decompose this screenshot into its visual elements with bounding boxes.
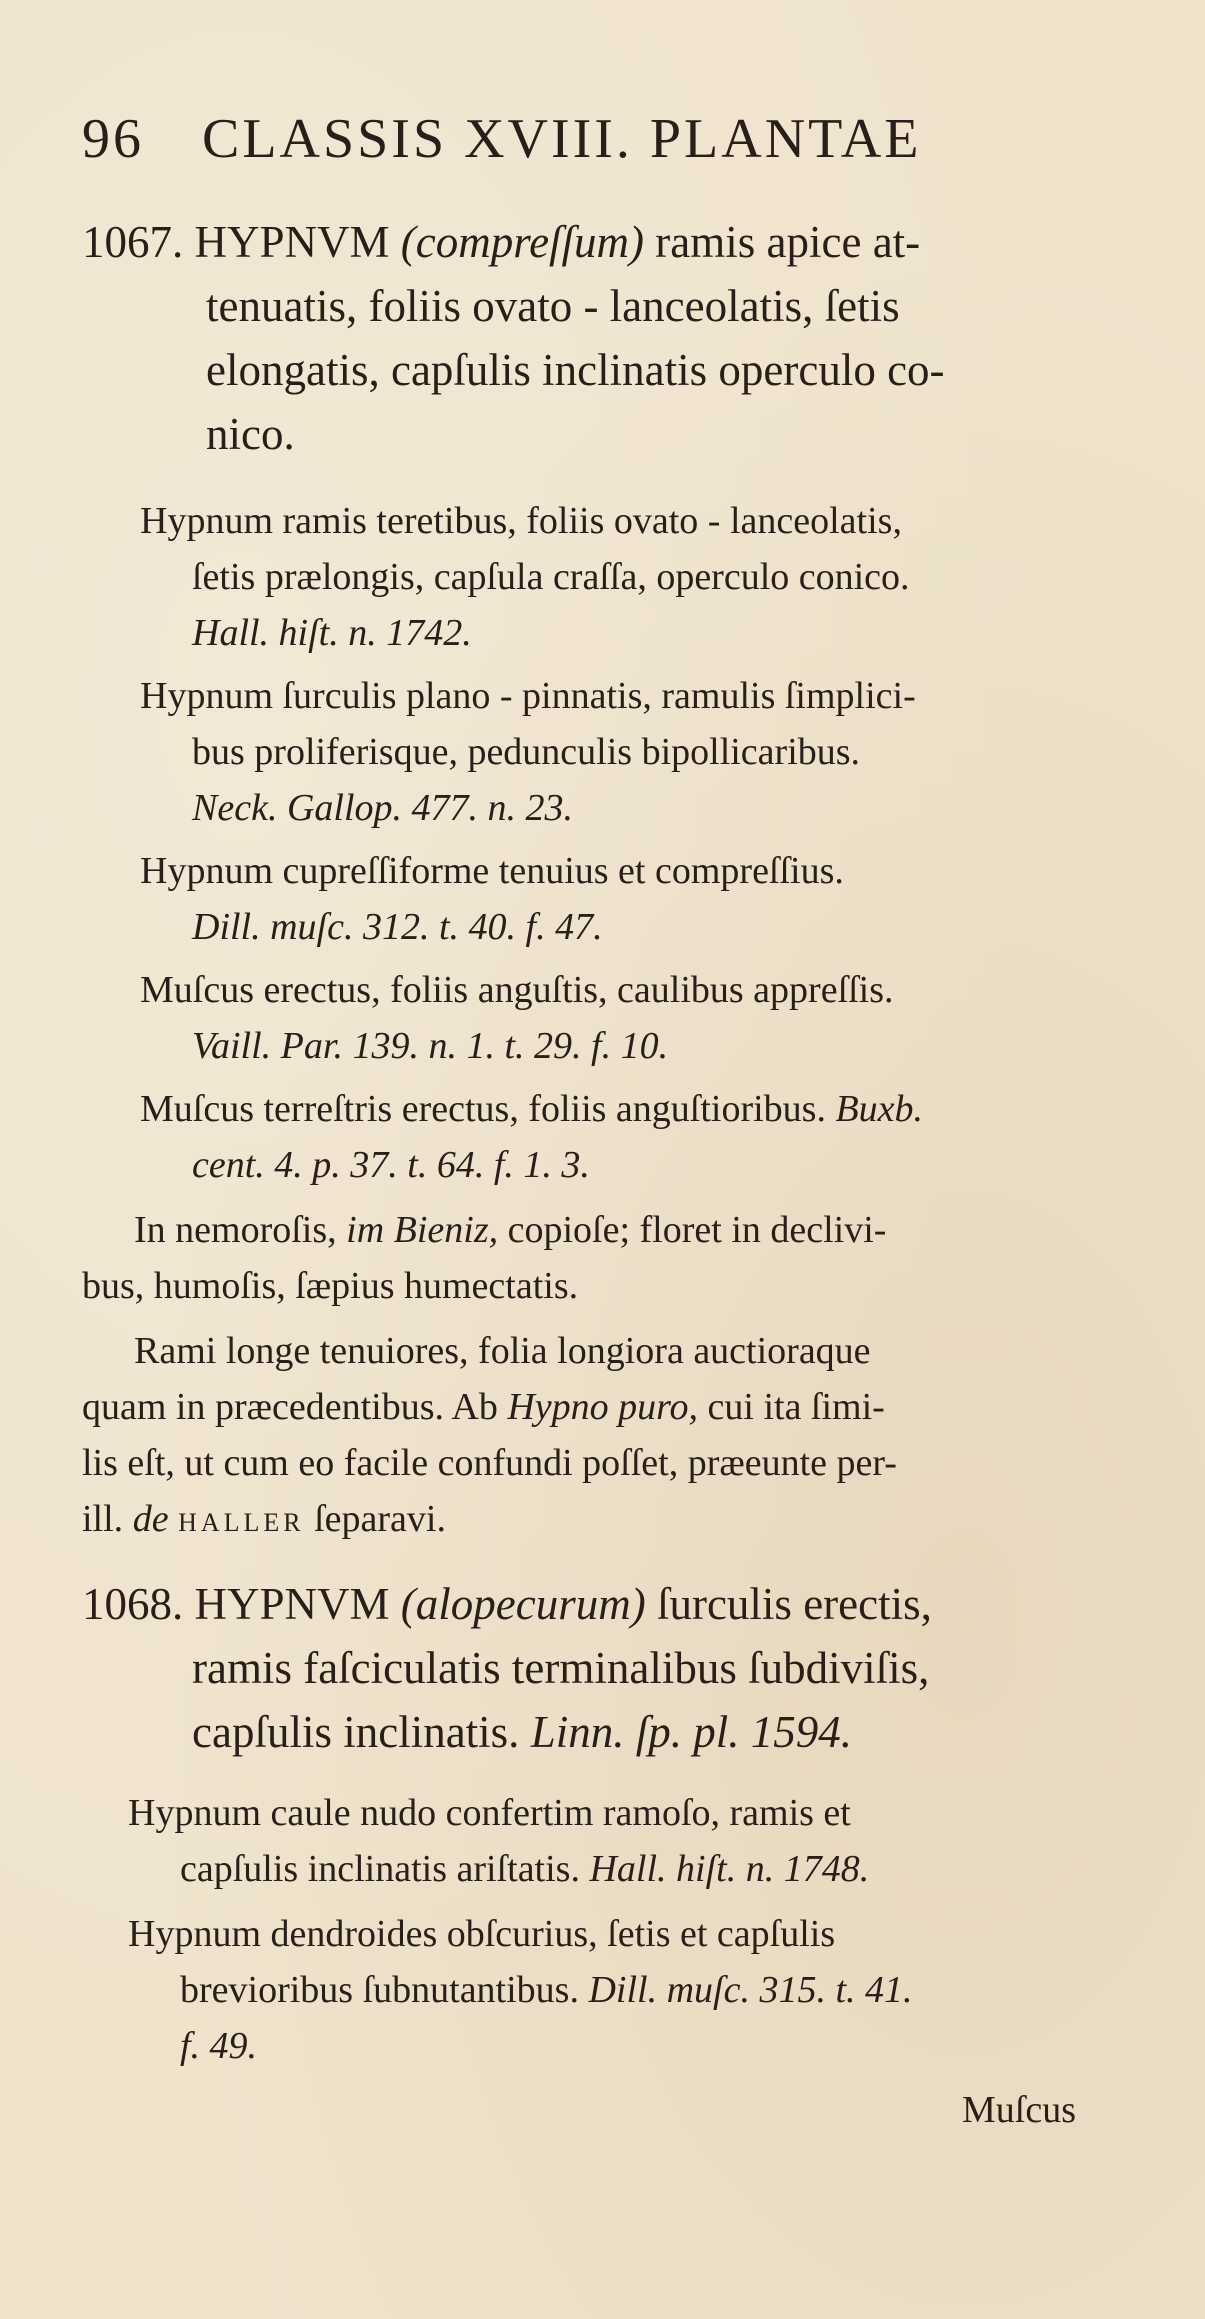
genus-name: HYPNVM [194,217,390,267]
note-text: ſeparavi. [314,1498,446,1540]
synonym-line: ſetis prælongis, capſula craſſa, operculo conico. [192,556,910,598]
entry-1068-line-1 [82,1574,932,1634]
synonym-reference: Vaill. Par. 139. n. 1. t. 29. f. 10. [192,1025,669,1067]
author-name: HALLER [178,1508,305,1537]
running-head [82,104,1142,174]
synonym-line [180,1843,869,1895]
entry-number: 1068. [82,1579,184,1629]
catchword: Muſcus [962,2089,1076,2131]
species-name: (compreſſum) [400,217,645,267]
entry-1068-line-3 [192,1702,852,1762]
note-line [82,1381,885,1433]
genus-name: HYPNVM [194,1579,390,1629]
note-text: cui ita ſimi- [707,1386,885,1428]
entry-1067-line-2: tenuatis, foliis ovato - lanceolatis, ſetis [206,281,900,331]
habitat-line: bus, humoſis, ſæpius humectatis. [82,1265,579,1307]
synonym-line: Hypnum ſurculis plano - pinnatis, ramulis ſimplici- [140,675,916,717]
note-line: Rami longe tenuiores, folia longiora auctioraque [134,1330,871,1372]
synonym-line: bus proliferisque, pedunculis bipollicaribus. [192,731,861,773]
entry-1067-line-3: elongatis, capſulis inclinatis operculo co- [206,345,945,395]
synonym-reference: Buxb. [835,1088,924,1130]
entry-text: ſurculis erectis, [656,1579,932,1629]
synonym-line: Muſcus erectus, foliis anguſtis, caulibus appreſſis. [140,969,894,1011]
synonym-reference: cent. 4. p. 37. t. 64. f. 1. 3. [192,1144,590,1186]
note-line [82,1493,446,1549]
page-number: 96 [82,108,144,170]
synonym-reference: Hall. hiſt. n. 1748. [589,1848,870,1890]
habitat-text: copioſe; floret in declivi- [507,1209,887,1251]
note-line: lis eſt, ut cum eo facile confundi poſſet, præeunte per- [82,1442,897,1484]
species-name: (alopecurum) [400,1579,646,1629]
entry-1068-line-2: ramis faſciculatis terminalibus ſubdiviſis, [192,1643,930,1693]
synonym-reference: Neck. Gallop. 477. n. 23. [192,787,574,829]
habitat-locality: im Bieniz, [346,1209,499,1251]
note-emphasis: de [132,1498,169,1540]
note-text: quam in præcedentibus. Ab [82,1386,498,1428]
entry-text: ramis apice at- [655,217,921,267]
entry-1067-line-1 [82,212,920,272]
page-title: CLASSIS XVIII. PLANTAE [202,108,922,170]
synonym-reference: Dill. muſc. 312. t. 40. f. 47. [192,906,603,948]
synonym-line: Hypnum cupreſſiforme tenuius et compreſſius. [140,850,844,892]
note-emphasis: Hypno puro, [507,1386,699,1428]
synonym-line: Hypnum dendroides obſcurius, ſetis et capſulis [128,1913,836,1955]
synonym-text: Muſcus terreſtris erectus, foliis anguſtioribus. [140,1088,826,1130]
synonym-reference: f. 49. [180,2025,258,2067]
synonym-text: capſulis inclinatis ariſtatis. [180,1848,580,1890]
entry-number: 1067. [82,217,184,267]
synonym-text: brevioribus ſubnutantibus. [180,1969,579,2011]
habitat-line [134,1204,886,1256]
synonym-line [140,1083,923,1135]
synonym-reference: Dill. muſc. 315. t. 41. [588,1969,913,2011]
synonym-line: Hypnum caule nudo confertim ramoſo, ramis et [128,1792,851,1834]
habitat-text: In nemoroſis, [134,1209,337,1251]
entry-text: capſulis inclinatis. [192,1707,520,1757]
synonym-line [180,1964,913,2016]
synonym-reference: Hall. hiſt. n. 1742. [192,612,472,654]
synonym-line: Hypnum ramis teretibus, foliis ovato - lanceolatis, [140,500,902,542]
entry-reference: Linn. ſp. pl. 1594. [530,1707,852,1757]
entry-1067-line-4: nico. [206,409,295,459]
note-text: ill. [82,1498,124,1540]
